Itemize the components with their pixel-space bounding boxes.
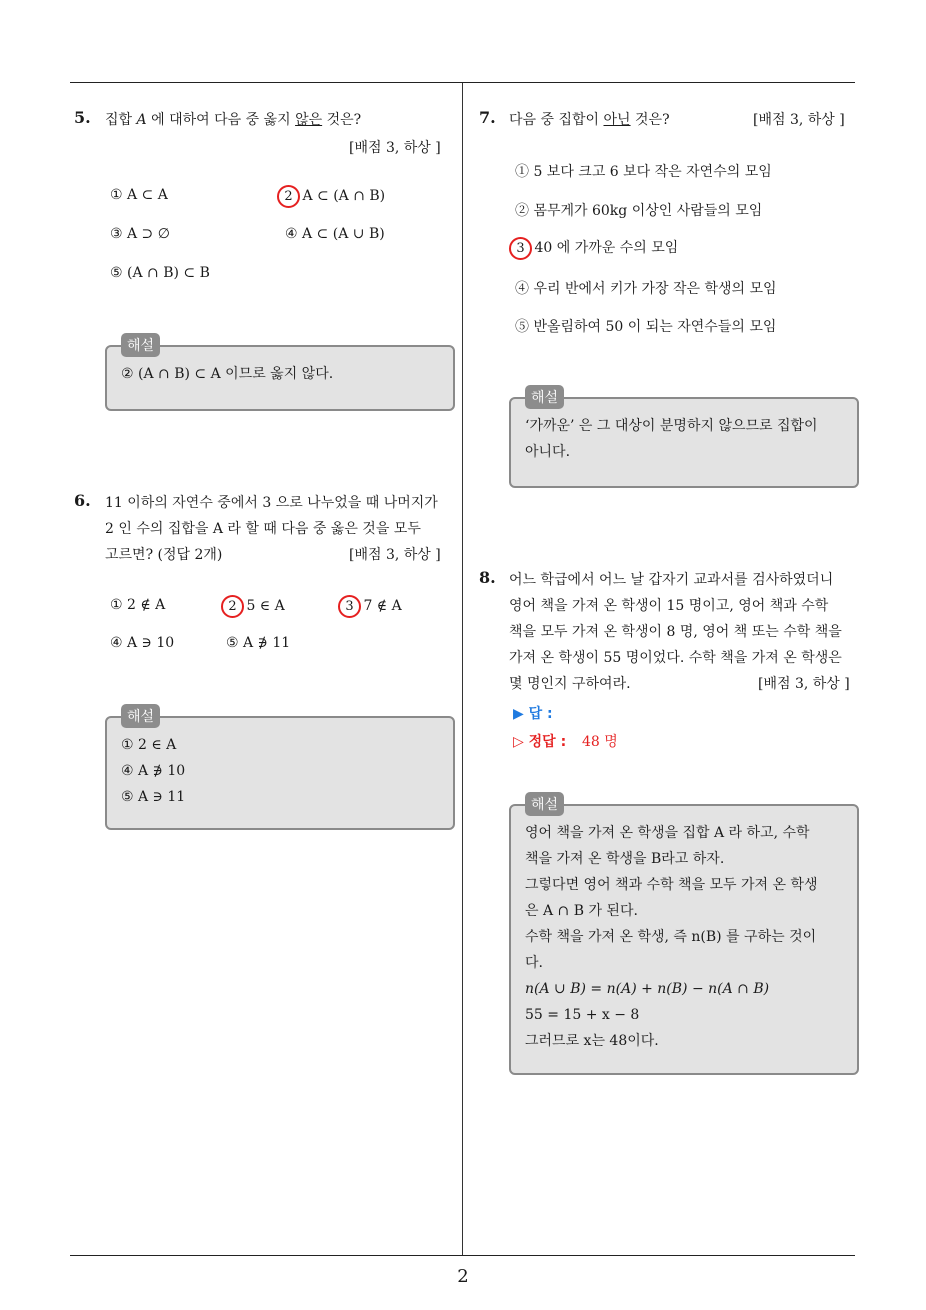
option-1[interactable]: ① A ⊂ A	[110, 187, 168, 203]
correct-answer-label: ▷ 정답 :	[513, 734, 567, 750]
option-3[interactable]	[514, 237, 678, 260]
option-5[interactable]: ⑤ 반올림하여 50 이 되는 자연수들의 모임	[515, 319, 777, 335]
solution-line: ① 2 ∈ A	[121, 737, 177, 753]
option-4[interactable]: ④ A ∋ 10	[110, 635, 175, 651]
selected-answer-mark-icon: 2	[221, 595, 244, 618]
page-number: 2	[457, 1266, 469, 1287]
selected-answer-mark-icon: 2	[277, 185, 300, 208]
option-2[interactable]: ② 몸무게가 60kg 이상인 사람들의 모임	[515, 203, 763, 219]
solution-line: 55 = 15 + x − 8	[525, 1007, 640, 1023]
question-meta: [배점 3, 하상 ]	[753, 112, 845, 128]
solution-line: ④ A ∌ 10	[121, 763, 186, 779]
option-5[interactable]: ⑤ (A ∩ B) ⊂ B	[110, 265, 210, 281]
solution-line: 은 A ∩ B 가 된다.	[525, 903, 638, 919]
option-3-text: 7 ∉ A	[359, 598, 402, 614]
selected-answer-mark-icon: 3	[338, 595, 361, 618]
option-2-text: A ⊂ (A ∩ B)	[298, 188, 386, 204]
solution-tag: 해설	[525, 385, 564, 409]
solution-line: 아니다.	[525, 444, 571, 460]
option-3-text: 40 에 가까운 수의 모임	[530, 240, 679, 256]
q5-text-underline: 않은	[295, 112, 323, 128]
question-meta: [배점 3, 하상 ]	[349, 547, 441, 563]
solution-box	[509, 390, 859, 488]
correct-answer-value: 48 명	[582, 734, 618, 750]
q7-text-underline: 아닌	[603, 112, 631, 128]
bottom-rule	[70, 1255, 855, 1256]
q7-text-a: 다음 중 집합이	[509, 112, 600, 128]
solution-tag: 해설	[121, 333, 160, 357]
selected-answer-mark-icon: 3	[509, 237, 532, 260]
q5-text-b: 에 대하여 다음 중 옳지	[151, 112, 291, 128]
q5-text-var: A	[136, 112, 147, 128]
solution-text	[121, 732, 443, 810]
question-text-line-2: 2 인 수의 집합을 A 라 할 때 다음 중 옳은 것을 모두	[105, 521, 421, 537]
option-2[interactable]	[226, 595, 285, 618]
solution-box	[105, 709, 455, 830]
solution-line: 책을 가져 온 학생을 B라고 하자.	[525, 851, 725, 867]
column-divider	[462, 83, 463, 1255]
solution-line: 수학 책을 가져 온 학생, 즉 n(B) 를 구하는 것이	[525, 929, 817, 945]
q7-text-b: 것은?	[635, 112, 670, 128]
solution-text	[525, 413, 847, 465]
option-4[interactable]: ④ 우리 반에서 키가 가장 작은 학생의 모임	[515, 281, 777, 297]
solution-line: 영어 책을 가져 온 학생을 집합 A 라 하고, 수학	[525, 825, 810, 841]
question-text-line-2: 영어 책을 가져 온 학생이 15 명이고, 영어 책과 수학	[509, 598, 829, 614]
q5-text-a: 집합	[105, 112, 133, 128]
option-3[interactable]: ③ A ⊃ ∅	[110, 226, 170, 242]
question-text-line-3: 책을 모두 가져 온 학생이 8 명, 영어 책 또는 수학 책을	[509, 624, 842, 640]
option-2-text: 5 ∈ A	[242, 598, 285, 614]
solution-text: ② (A ∩ B) ⊂ A 이므로 옳지 않다.	[121, 366, 334, 382]
question-text-line-1: 11 이하의 자연수 중에서 3 으로 나누었을 때 나머지가	[105, 495, 438, 511]
question-text	[509, 109, 670, 129]
question-text	[105, 109, 361, 129]
solution-text	[525, 820, 847, 1054]
option-1[interactable]: ① 2 ∉ A	[110, 597, 166, 613]
solution-line: 그러므로 x는 48이다.	[525, 1033, 659, 1049]
solution-tag: 해설	[121, 704, 160, 728]
question-number: 7.	[479, 108, 496, 127]
q5-text-c: 것은?	[326, 112, 362, 128]
answer-input-label[interactable]: ▶ 답 :	[513, 706, 553, 722]
question-text-line-4: 가져 온 학생이 55 명이었다. 수학 책을 가져 온 학생은	[509, 650, 842, 666]
solution-line: n(A ∪ B) = n(A) + n(B) − n(A ∩ B)	[525, 981, 770, 997]
question-meta: [배점 3, 하상 ]	[349, 140, 441, 156]
option-2[interactable]	[282, 185, 385, 208]
solution-box	[105, 338, 455, 411]
option-1[interactable]: ① 5 보다 크고 6 보다 작은 자연수의 모임	[515, 164, 772, 180]
solution-line: 그렇다면 영어 책과 수학 책을 모두 가져 온 학생	[525, 877, 818, 893]
solution-line: 다.	[525, 955, 543, 971]
question-text-line-5: 몇 명인지 구하여라.	[509, 676, 631, 692]
solution-tag: 해설	[525, 792, 564, 816]
question-meta: [배점 3, 하상 ]	[758, 676, 850, 692]
question-number: 8.	[479, 568, 496, 587]
question-number: 6.	[74, 491, 91, 510]
solution-line: ⑤ A ∋ 11	[121, 789, 186, 805]
option-3[interactable]	[343, 595, 402, 618]
option-4[interactable]: ④ A ⊂ (A ∪ B)	[285, 226, 385, 242]
solution-box	[509, 797, 859, 1075]
solution-line: ‘가까운’ 은 그 대상이 분명하지 않으므로 집합이	[525, 418, 818, 434]
question-text-line-3: 고르면? (정답 2개)	[105, 547, 223, 563]
question-text-line-1: 어느 학급에서 어느 날 갑자기 교과서를 검사하였더니	[509, 572, 834, 588]
question-number: 5.	[74, 108, 91, 127]
option-5[interactable]: ⑤ A ∌ 11	[226, 635, 291, 651]
